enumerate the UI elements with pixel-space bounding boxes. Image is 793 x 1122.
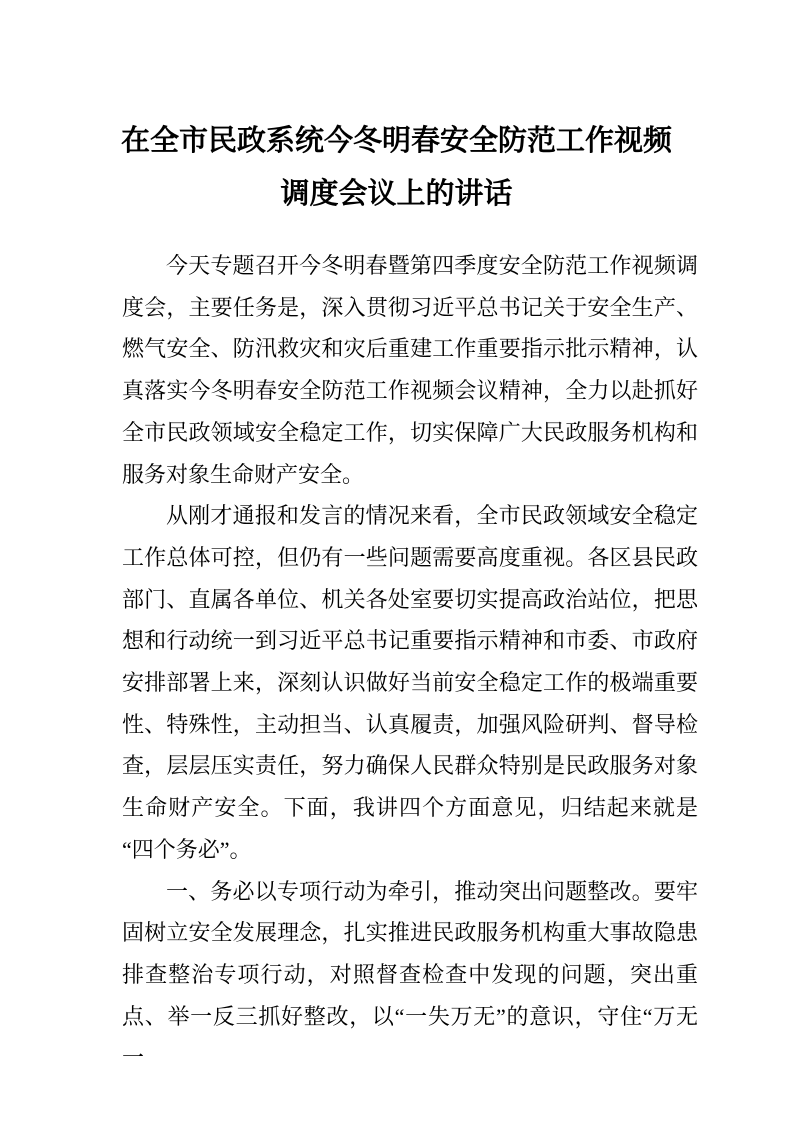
paragraph-point-one: 一、务必以专项行动为牵引，推动突出问题整改。要牢固树立安全发展理念，扎实推进民政服务机构重大事故隐患排查整治专项行动，对照督查检查中发现的问题，突出重点、举一反三抓好整改，以“一失万无”的意识，守住“万无一 bbox=[122, 878, 698, 1071]
paragraph-situation: 从刚才通报和发言的情况来看，全市民政领域安全稳定工作总体可控，但仍有一些问题需要高度重视。各区县民政部门、直属各单位、机关各处室要切实提高政治站位，把思想和行动统一到习近平总书记重要指示精神和市委、市政府安排部署上来，深刻认识做好当前安全稳定工作的极端重要性、特殊性，主动担当、认真履责，加强风险研判、督导检查，层层压实责任，努力确保人民群众特别是民政服务对象生命财产安全。下面，我讲四个方面意见，归结起来就是“四个务必”。 bbox=[122, 503, 698, 862]
paragraph-intro: 今天专题召开今冬明春暨第四季度安全防范工作视频调度会，主要任务是，深入贯彻习近平总书记关于安全生产、燃气安全、防汛救灾和灾后重建工作重要指示批示精神，认真落实今冬明春安全防范工作视频会议精神，全力以赴抓好全市民政领域安全稳定工作，切实保障广大民政服务机构和服务对象生命财产安全。 bbox=[122, 253, 698, 487]
document-body bbox=[0, 221, 793, 1079]
document-title: 在全市民政系统今冬明春安全防范工作视频调度会议上的讲话 bbox=[120, 125, 672, 210]
